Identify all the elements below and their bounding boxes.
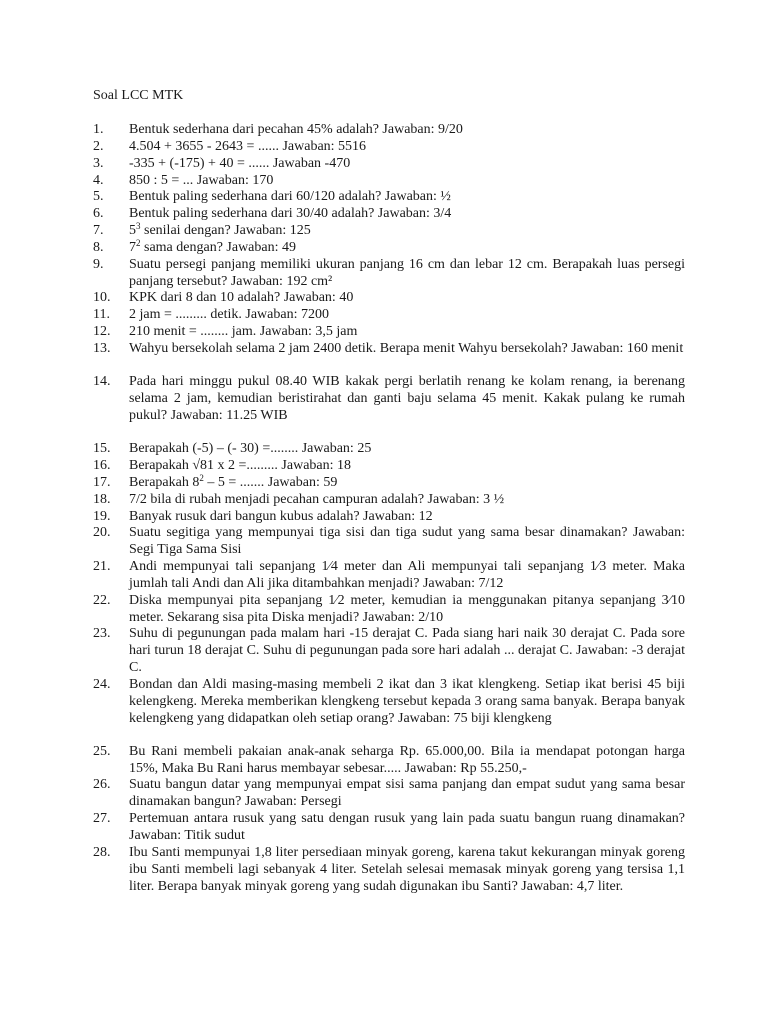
question-number: 7. [93, 223, 104, 238]
question-number: 8. [93, 240, 104, 255]
question-text: 7/2 bila di rubah menjadi pecahan campuran adalah? Jawaban: 3 ½ [129, 492, 505, 507]
question-number: 14. [93, 374, 111, 389]
question-number: 4. [93, 173, 104, 188]
question-number: 15. [93, 441, 111, 456]
question-item [93, 509, 685, 526]
question-text: KPK dari 8 dan 10 adalah? Jawaban: 40 [129, 290, 354, 305]
question-text: Wahyu bersekolah selama 2 jam 2400 detik. Berapa menit Wahyu bersekolah? Jawaban: 160 menit [129, 341, 684, 356]
question-number: 9. [93, 257, 104, 272]
question-text-rest: – 5 = ....... Jawaban: 59 [203, 475, 338, 490]
question-number: 17. [93, 475, 111, 490]
exponent: 3 [136, 221, 141, 231]
question-number: 27. [93, 811, 111, 826]
question-text: Diska mempunyai pita sepanjang 1⁄2 meter, kemudian ia menggunakan pitanya sepanjang 3⁄10 meter. Sekarang sisa pita Diska menjadi? Jawaban: 2/10 [129, 593, 685, 625]
question-item [93, 122, 685, 139]
question-number: 13. [93, 341, 111, 356]
question-number: 1. [93, 122, 104, 137]
question-item [93, 492, 685, 509]
question-number: 5. [93, 189, 104, 204]
question-text: Pada hari minggu pukul 08.40 WIB kakak pergi berlatih renang ke kolam renang, ia berenang selama 2 jam, kemudian beristirahat dan ganti baju selama 45 menit. Kakak pulang ke rumah pukul? Jawaban: 11.25 WIB [129, 374, 685, 423]
question-item [93, 341, 685, 358]
question-item [93, 223, 685, 240]
exponent: 2 [199, 473, 204, 483]
question-text [129, 240, 685, 257]
question-number: 18. [93, 492, 111, 507]
question-text: Pertemuan antara rusuk yang satu dengan rusuk yang lain pada suatu bangun ruang dinamakan? Jawaban: Titik sudut [129, 811, 685, 843]
question-text: Suatu persegi panjang memiliki ukuran panjang 16 cm dan lebar 12 cm. Berapakah luas persegi panjang tersebut? Jawaban: 192 cm² [129, 257, 685, 289]
question-number: 22. [93, 593, 111, 608]
question-item [93, 525, 685, 559]
question-item [93, 744, 685, 778]
question-text: 850 : 5 = ... Jawaban: 170 [129, 173, 274, 188]
question-text: Berapakah (-5) – (- 30) =........ Jawaban: 25 [129, 441, 372, 456]
question-item [93, 206, 685, 223]
question-text: 4.504 + 3655 - 2643 = ...... Jawaban: 5516 [129, 139, 367, 154]
question-text: Bentuk sederhana dari pecahan 45% adalah? Jawaban: 9/20 [129, 122, 463, 137]
question-number: 20. [93, 525, 111, 540]
exponent: 2 [136, 238, 141, 248]
question-item [93, 777, 685, 811]
question-number: 12. [93, 324, 111, 339]
question-item [93, 240, 685, 257]
question-item [93, 475, 685, 492]
document-title: Soal LCC MTK [93, 88, 184, 103]
question-number: 10. [93, 290, 111, 305]
question-item [93, 189, 685, 206]
question-text: Bu Rani membeli pakaian anak-anak seharga Rp. 65.000,00. Bila ia mendapat potongan harga 15%, Maka Bu Rani harus membayar sebesar..... Jawaban: Rp 55.250,- [129, 744, 685, 776]
question-number: 6. [93, 206, 104, 221]
question-text: 210 menit = ........ jam. Jawaban: 3,5 jam [129, 324, 358, 339]
question-text: Suatu bangun datar yang mempunyai empat sisi sama panjang dan empat sudut yang sama besar dinamakan bangun? Jawaban: Persegi [129, 777, 685, 809]
question-text: Banyak rusuk dari bangun kubus adalah? Jawaban: 12 [129, 509, 433, 524]
question-text-rest: senilai dengan? Jawaban: 125 [140, 223, 311, 238]
question-text-rest: sama dengan? Jawaban: 49 [140, 240, 296, 255]
question-number: 16. [93, 458, 111, 473]
question-number: 11. [93, 307, 110, 322]
question-item [93, 257, 685, 291]
question-text: Bondan dan Aldi masing-masing membeli 2 ikat dan 3 ikat klengkeng. Setiap ikat berisi 45 biji kelengkeng. Mereka memberikan klengkeng tersebut kepada 3 orang sama banyak. Berapa banyak kelengkeng yang didapatkan oleh setiap orang? Jawaban: 75 biji klengkeng [129, 677, 685, 726]
question-item [93, 559, 685, 593]
question-item [93, 307, 685, 324]
question-text [129, 475, 685, 492]
question-item [93, 139, 685, 156]
question-item [93, 374, 685, 424]
question-number: 26. [93, 777, 111, 792]
base-number: 7 [129, 240, 136, 255]
question-item [93, 626, 685, 676]
question-text: Ibu Santi mempunyai 1,8 liter persediaan minyak goreng, karena takut kekurangan minyak goreng ibu Santi membeli lagi sebanyak 4 liter. Setelah selesai memasak minyak goreng yang tersisa 1,1 liter. Berapa banyak minyak goreng yang sudah digunakan ibu Santi? Jawaban: 4,7 liter. [129, 845, 685, 894]
question-item [93, 156, 685, 173]
question-text: -335 + (-175) + 40 = ...... Jawaban -470 [129, 156, 351, 171]
question-item [93, 845, 685, 895]
base-number: 5 [129, 223, 136, 238]
question-item [93, 811, 685, 845]
question-item [93, 173, 685, 190]
question-text-start: Berapakah 8 [129, 475, 200, 490]
question-item [93, 324, 685, 341]
question-item [93, 458, 685, 475]
question-text: Bentuk paling sederhana dari 30/40 adalah? Jawaban: 3/4 [129, 206, 452, 221]
question-number: 19. [93, 509, 111, 524]
question-item [93, 441, 685, 458]
question-number: 23. [93, 626, 111, 641]
question-text: Bentuk paling sederhana dari 60/120 adalah? Jawaban: ½ [129, 189, 451, 204]
question-text [129, 223, 685, 240]
question-item [93, 290, 685, 307]
question-item [93, 677, 685, 727]
question-number: 2. [93, 139, 104, 154]
question-item [93, 593, 685, 627]
question-number: 21. [93, 559, 111, 574]
question-number: 3. [93, 156, 104, 171]
question-text: 2 jam = ......... detik. Jawaban: 7200 [129, 307, 329, 322]
question-text: Suhu di pegunungan pada malam hari -15 derajat C. Pada siang hari naik 30 derajat C. Pada sore hari turun 18 derajat C. Suhu di pegunungan pada sore hari adalah ... derajat C. Jawaban: -3 derajat C. [129, 626, 685, 675]
question-number: 25. [93, 744, 111, 759]
question-number: 24. [93, 677, 111, 692]
question-text: Berapakah √81 x 2 =......... Jawaban: 18 [129, 458, 352, 473]
question-number: 28. [93, 845, 111, 860]
question-text: Andi mempunyai tali sepanjang 1⁄4 meter dan Ali mempunyai tali sepanjang 1⁄3 meter. Maka jumlah tali Andi dan Ali jika ditambahkan menjadi? Jawaban: 7/12 [129, 559, 685, 591]
question-text: Suatu segitiga yang mempunyai tiga sisi dan tiga sudut yang sama besar dinamakan? Jawaban: Segi Tiga Sama Sisi [129, 525, 685, 557]
